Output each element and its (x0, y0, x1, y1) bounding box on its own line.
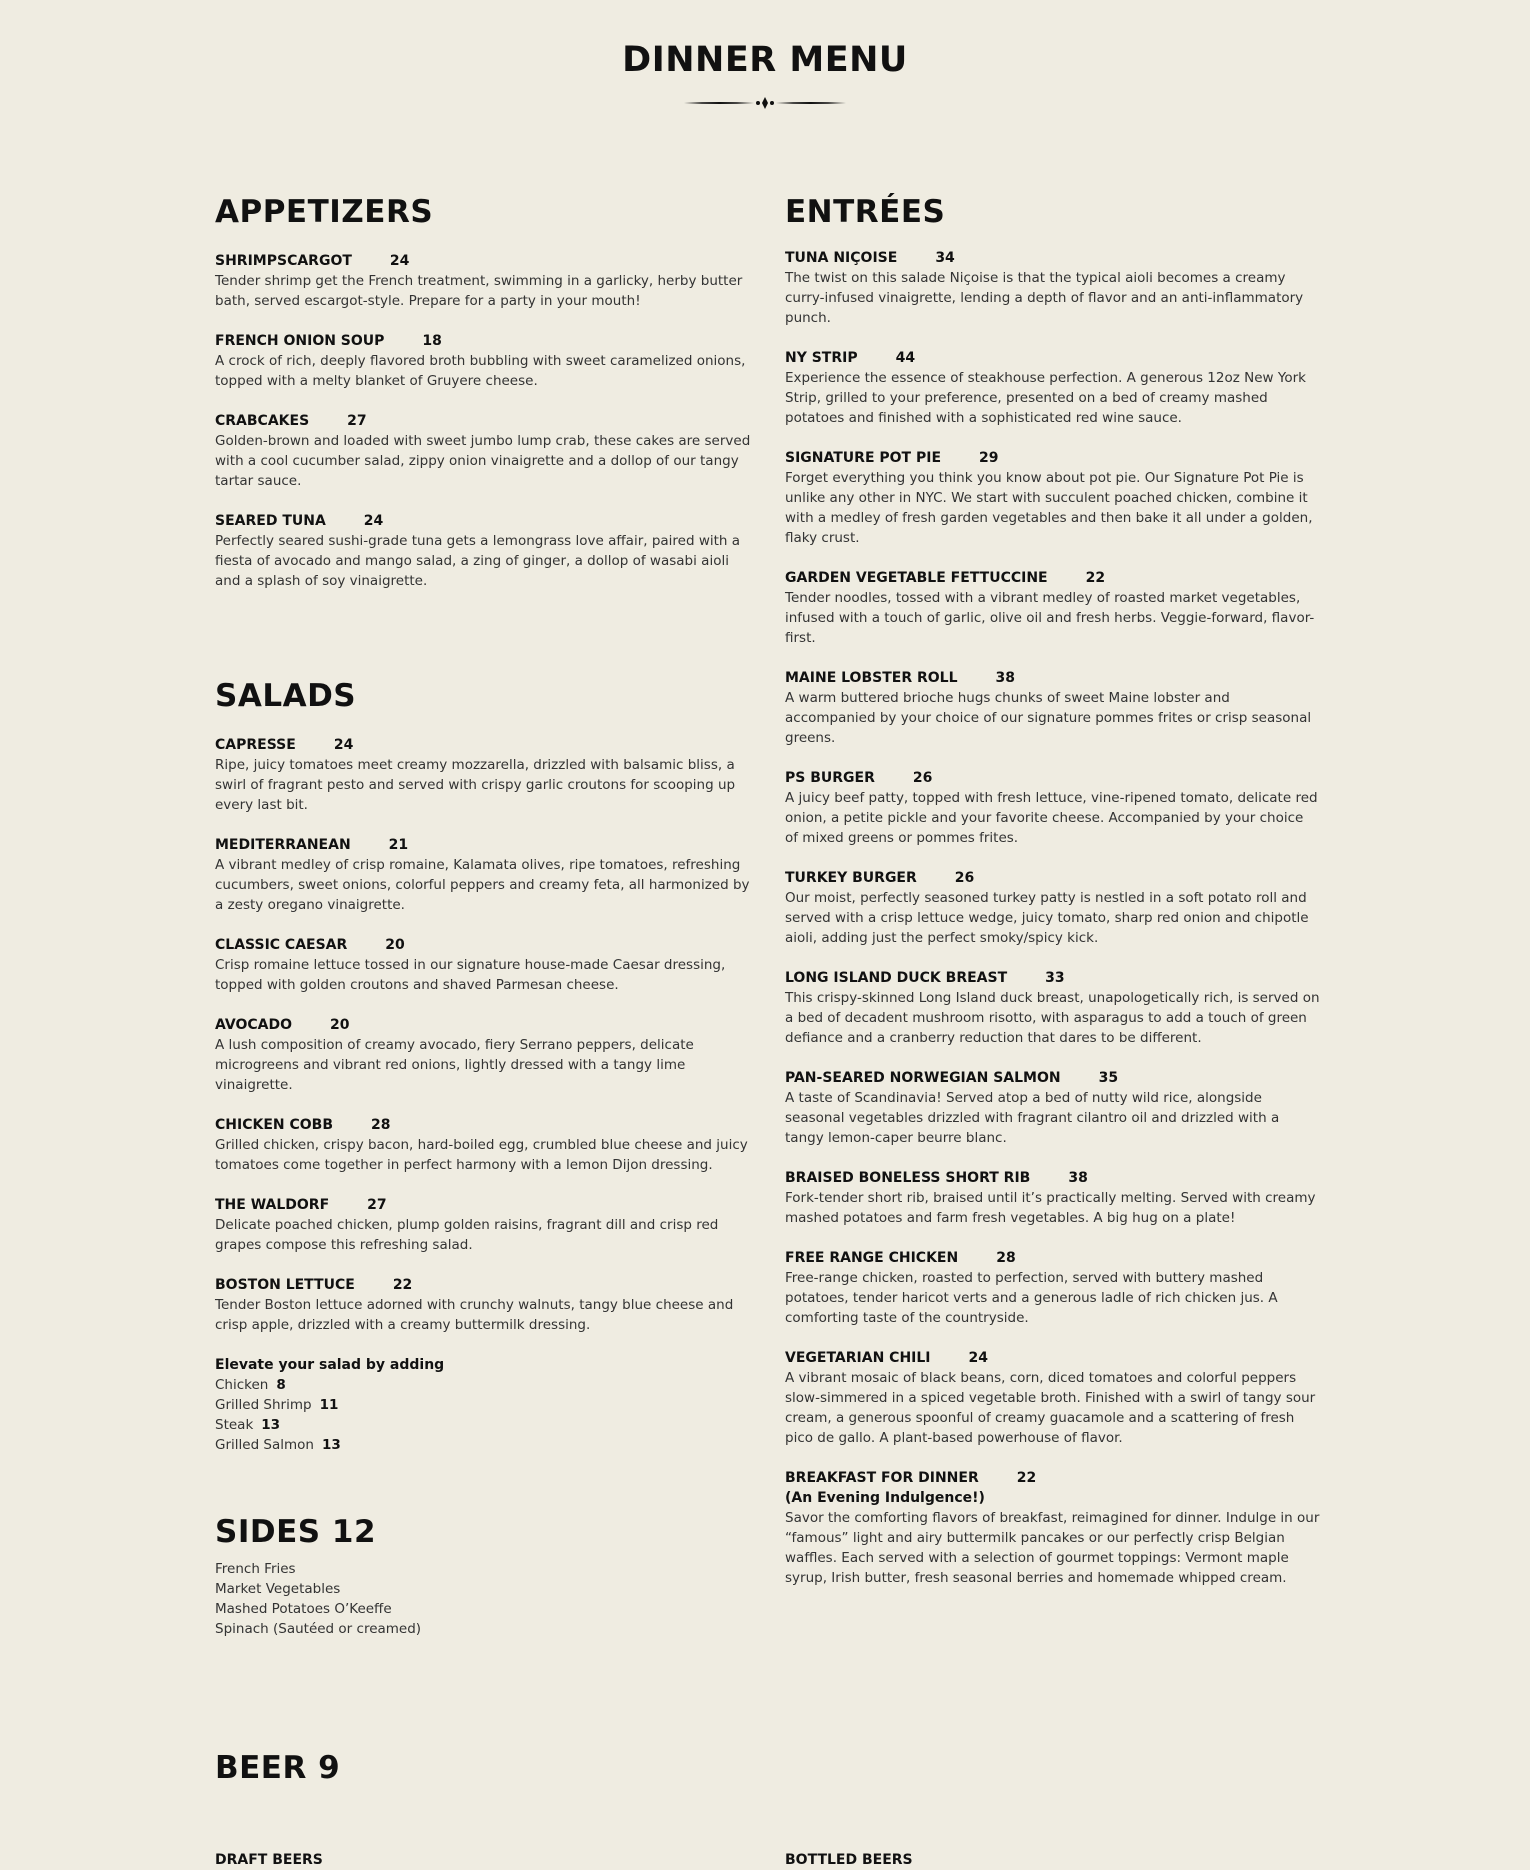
addon-name: Grilled Shrimp (215, 1397, 312, 1413)
menu-item-description: The twist on this salade Niçoise is that the typical aioli becomes a creamy curry-infused vinaigrette, lending a depth of flavor and an anti-inflammatory punch. (785, 270, 1304, 326)
menu-item-description: A vibrant mosaic of black beans, corn, diced tomatoes and colorful peppers slow-simmered in a spiced vegetable broth. Finished with a swirl of tangy sour cream, a generous spoonful of creamy guacamole and a scattering of fresh pico de gallo. A plant-based powerhouse of flavor. (785, 1370, 1316, 1446)
menu-item-description: This crispy-skinned Long Island duck breast, unapologetically rich, is served on a bed of decadent mushroom risotto, with asparagus to add a touch of green defiance and a cranberry reduction that dares to be different. (785, 990, 1320, 1046)
menu-item-header (785, 1348, 1320, 1368)
addons-title: Elevate your salad by adding (215, 1357, 445, 1373)
menu-item (785, 348, 1320, 428)
menu-item-price: 20 (330, 1017, 350, 1033)
addon-item (215, 1415, 755, 1435)
addon-name: Grilled Salmon (215, 1437, 314, 1453)
addon-item (215, 1435, 755, 1455)
menu-item-name: MEDITERRANEAN (215, 837, 351, 853)
menu-item-price: 24 (363, 513, 384, 529)
side-item: Mashed Potatoes O’Keeffe (215, 1601, 392, 1617)
salads-list (215, 735, 755, 1335)
menu-item-header (215, 1195, 755, 1215)
menu-item-description: Golden-brown and loaded with sweet jumbo lump crab, these cakes are served with a cool cucumber salad, zippy onion vinaigrette and a dollop of our tangy tartar sauce. (215, 433, 751, 489)
menu-item-price: 22 (392, 1277, 413, 1293)
menu-item-header (215, 935, 755, 955)
menu-item-price: 28 (371, 1117, 391, 1133)
menu-item-name: NY STRIP (785, 350, 858, 366)
menu-item-price: 44 (895, 350, 916, 366)
menu-item-description: A crock of rich, deeply flavored broth bubbling with sweet caramelized onions, topped with a melty blanket of Gruyere cheese. (215, 353, 746, 389)
sides-list (215, 1559, 755, 1639)
menu-item-price: 20 (385, 937, 405, 953)
appetizers-list (215, 251, 755, 591)
menu-item-header (785, 448, 1320, 468)
menu-item-description: A warm buttered brioche hugs chunks of sweet Maine lobster and accompanied by your choice of our signature pommes frites or crisp seasonal greens. (785, 690, 1312, 746)
menu-item-header (785, 348, 1320, 368)
menu-item-description: Crisp romaine lettuce tossed in our signature house-made Caesar dressing, topped with golden croutons and shaved Parmesan cheese. (215, 957, 726, 993)
menu-item-header (785, 868, 1320, 888)
menu-item-header (215, 1115, 755, 1135)
ornament-divider (680, 96, 850, 110)
menu-item-name: CHICKEN COBB (215, 1117, 333, 1133)
menu-item-name: SHRIMPSCARGOT (215, 253, 352, 269)
menu-item-price: 22 (1085, 570, 1106, 586)
menu-item-price: 26 (912, 770, 933, 786)
addon-price: 13 (322, 1437, 341, 1453)
right-column (785, 193, 1320, 1608)
menu-item (785, 1068, 1320, 1148)
addon-price: 13 (261, 1417, 281, 1433)
menu-item-header (785, 1068, 1320, 1088)
menu-item-description: Experience the essence of steakhouse perfection. A generous 12oz New York Strip, grilled to your preference, presented on a bed of creamy mashed potatoes and finished with a sophisticated red wine sauce. (785, 370, 1306, 426)
menu-item (785, 248, 1320, 328)
menu-item-name: CLASSIC CAESAR (215, 937, 348, 953)
menu-item-price: 38 (1068, 1170, 1088, 1186)
menu-item (785, 968, 1320, 1048)
menu-item (785, 1248, 1320, 1328)
page-title: DINNER MENU (622, 40, 908, 80)
menu-item-header (785, 1168, 1320, 1188)
addon-price: 8 (276, 1377, 286, 1393)
bottled-beers-label: BOTTLED BEERS (785, 1852, 913, 1868)
menu-item (215, 511, 755, 591)
menu-item-description: Tender Boston lettuce adorned with crunchy walnuts, tangy blue cheese and crisp apple, drizzled with a creamy buttermilk dressing. (215, 1297, 734, 1333)
addon-price: 11 (319, 1397, 339, 1413)
menu-item-header (215, 251, 755, 271)
menu-item-header (785, 568, 1320, 588)
addon-name: Chicken (215, 1377, 269, 1393)
menu-item-header (215, 1015, 755, 1035)
menu-item (215, 1115, 755, 1175)
entrees-section (785, 193, 1320, 1588)
salads-section (215, 677, 755, 1455)
menu-item (215, 1275, 755, 1335)
side-item: Market Vegetables (215, 1581, 341, 1597)
menu-item-header (215, 411, 755, 431)
entrees-heading: ENTRÉES (785, 194, 946, 230)
menu-item (785, 768, 1320, 848)
addon-item (215, 1375, 755, 1395)
menu-item (785, 1168, 1320, 1228)
menu-item-name: CAPRESSE (215, 737, 296, 753)
menu-item (785, 568, 1320, 648)
menu-item-header (215, 331, 755, 351)
menu-item (215, 735, 755, 815)
menu-item-price: 28 (996, 1250, 1016, 1266)
menu-item-name: BRAISED BONELESS SHORT RIB (785, 1170, 1031, 1186)
menu-item-name: PAN-SEARED NORWEGIAN SALMON (785, 1070, 1061, 1086)
menu-item (785, 668, 1320, 748)
salad-addons (215, 1355, 755, 1455)
menu-item-description: Perfectly seared sushi-grade tuna gets a lemongrass love affair, paired with a fiesta of avocado and mango salad, a zing of ginger, a dollop of wasabi aioli and a splash of soy vinaigrette. (215, 533, 741, 589)
salads-heading: SALADS (215, 678, 357, 714)
menu-item-description: A vibrant medley of crisp romaine, Kalamata olives, ripe tomatoes, refreshing cucumbers, sweet onions, colorful peppers and creamy feta, all harmonized by a zesty oregano vinaigrette. (215, 857, 750, 913)
menu-item-description: Delicate poached chicken, plump golden raisins, fragrant dill and crisp red grapes compose this refreshing salad. (215, 1217, 719, 1253)
menu-item-price: 18 (422, 333, 442, 349)
menu-item-price: 24 (968, 1350, 988, 1366)
menu-item-header (215, 1275, 755, 1295)
menu-item-name: PS BURGER (785, 770, 875, 786)
menu-item (215, 935, 755, 995)
menu-item-header (785, 968, 1320, 988)
menu-item-description: Grilled chicken, crispy bacon, hard-boiled egg, crumbled blue cheese and juicy tomatoes come together in perfect harmony with a lemon Dijon dressing. (215, 1137, 748, 1173)
menu-item (215, 1015, 755, 1095)
menu-item-header (785, 248, 1320, 268)
menu-item-description: Tender noodles, tossed with a vibrant medley of roasted market vegetables, infused with a touch of garlic, olive oil and fresh herbs. Veggie-forward, flavor-first. (785, 590, 1315, 646)
appetizers-section (215, 193, 755, 591)
menu-item-description: Tender shrimp get the French treatment, swimming in a garlicky, herby butter bath, served escargot-style. Prepare for a party in your mouth! (215, 273, 743, 309)
menu-item-description: Free-range chicken, roasted to perfection, served with buttery mashed potatoes, tender haricot verts and a generous ladle of rich chicken jus. A comforting taste of the countryside. (785, 1270, 1278, 1326)
menu-item-description: A lush composition of creamy avocado, fiery Serrano peppers, delicate microgreens and vibrant red onions, lightly dressed with a tangy lime vinaigrette. (215, 1037, 694, 1093)
menu-item-name: BOSTON LETTUCE (215, 1277, 355, 1293)
menu-item-name: MAINE LOBSTER ROLL (785, 670, 958, 686)
side-item: French Fries (215, 1561, 296, 1577)
menu-item-price: 35 (1098, 1070, 1119, 1086)
menu-item-description: Our moist, perfectly seasoned turkey patty is nestled in a soft potato roll and served with a crisp lettuce wedge, juicy tomato, sharp red onion and chipotle aioli, adding just the perfect smoky/spicy kick. (785, 890, 1309, 946)
menu-item (215, 1195, 755, 1255)
menu-item-header (215, 735, 755, 755)
side-item: Spinach (Sautéed or creamed) (215, 1621, 422, 1637)
menu-item (215, 251, 755, 311)
menu-item-description: Savor the comforting flavors of breakfast, reimagined for dinner. Indulge in our “famous” light and airy buttermilk pancakes or our perfectly crisp Belgian waffles. Each served with a selection of gourmet toppings: Vermont maple syrup, Irish butter, fresh seasonal berries and homemade whipped cream. (785, 1510, 1320, 1586)
menu-item-name: BREAKFAST FOR DINNER (785, 1470, 979, 1486)
menu-item-name: VEGETARIAN CHILI (785, 1350, 931, 1366)
menu-item-description: Ripe, juicy tomatoes meet creamy mozzarella, drizzled with balsamic bliss, a swirl of fragrant pesto and served with crispy garlic croutons for scooping up every last bit. (215, 757, 736, 813)
menu-item (785, 868, 1320, 948)
menu-item-name: FREE RANGE CHICKEN (785, 1250, 959, 1266)
beer-heading: BEER 9 (215, 1750, 341, 1786)
menu-item-description: Forget everything you think you know about pot pie. Our Signature Pot Pie is unlike any other in NYC. We start with succulent poached chicken, combine it with a medley of fresh garden vegetables and then bake it all under a golden, flaky crust. (785, 470, 1313, 546)
menu-item (215, 835, 755, 915)
menu-item-subtitle: (An Evening Indulgence!) (785, 1490, 985, 1506)
menu-item-name: LONG ISLAND DUCK BREAST (785, 970, 1008, 986)
menu-item-price: 24 (333, 737, 354, 753)
menu-item (785, 1468, 1320, 1588)
menu-item-name: GARDEN VEGETABLE FETTUCCINE (785, 570, 1048, 586)
menu-item-price: 34 (935, 250, 955, 266)
menu-item-header (785, 1468, 1320, 1488)
menu-item-description: Fork-tender short rib, braised until it’s practically melting. Served with creamy mashed potatoes and farm fresh vegetables. A big hug on a plate! (785, 1190, 1316, 1226)
menu-item (785, 448, 1320, 548)
sides-section (215, 1513, 755, 1639)
menu-item-name: SEARED TUNA (215, 513, 326, 529)
menu-item-price: 29 (979, 450, 999, 466)
menu-item-name: FRENCH ONION SOUP (215, 333, 385, 349)
menu-item-price: 24 (389, 253, 410, 269)
menu-item-name: AVOCADO (215, 1017, 293, 1033)
menu-item-price: 27 (347, 413, 367, 429)
menu-item-price: 26 (954, 870, 975, 886)
menu-item-header (215, 511, 755, 531)
menu-item-price: 22 (1016, 1470, 1037, 1486)
left-column (215, 193, 755, 1639)
menu-item-name: TUNA NIÇOISE (785, 250, 898, 266)
menu-item (785, 1348, 1320, 1448)
addon-name: Steak (215, 1417, 254, 1433)
menu-item (215, 331, 755, 391)
menu-item-header (785, 1248, 1320, 1268)
menu-item-header (785, 668, 1320, 688)
menu-item-name: CRABCAKES (215, 413, 310, 429)
menu-item-name: THE WALDORF (215, 1197, 330, 1213)
addons-list (215, 1375, 755, 1455)
menu-item-price: 21 (388, 837, 409, 853)
menu-item-price: 33 (1045, 970, 1065, 986)
menu-item-header (215, 835, 755, 855)
menu-item-description: A juicy beef patty, topped with fresh lettuce, vine-ripened tomato, delicate red onion, a petite pickle and your favorite cheese. Accompanied by your choice of mixed greens or pommes frites. (785, 790, 1318, 846)
addon-item (215, 1395, 755, 1415)
menu-item-name: SIGNATURE POT PIE (785, 450, 942, 466)
menu-item-name: TURKEY BURGER (785, 870, 917, 886)
menu-item-price: 27 (367, 1197, 387, 1213)
sides-heading: SIDES 12 (215, 1514, 377, 1550)
menu-item-price: 38 (995, 670, 1015, 686)
menu-item-description: A taste of Scandinavia! Served atop a bed of nutty wild rice, alongside seasonal vegetables drizzled with fragrant cilantro oil and drizzled with a tangy lemon-caper beurre blanc. (785, 1090, 1280, 1146)
menu-item (215, 411, 755, 491)
menu-item-header (785, 768, 1320, 788)
entrees-list (785, 248, 1320, 1588)
appetizers-heading: APPETIZERS (215, 194, 434, 230)
draft-beers-label: DRAFT BEERS (215, 1852, 323, 1868)
